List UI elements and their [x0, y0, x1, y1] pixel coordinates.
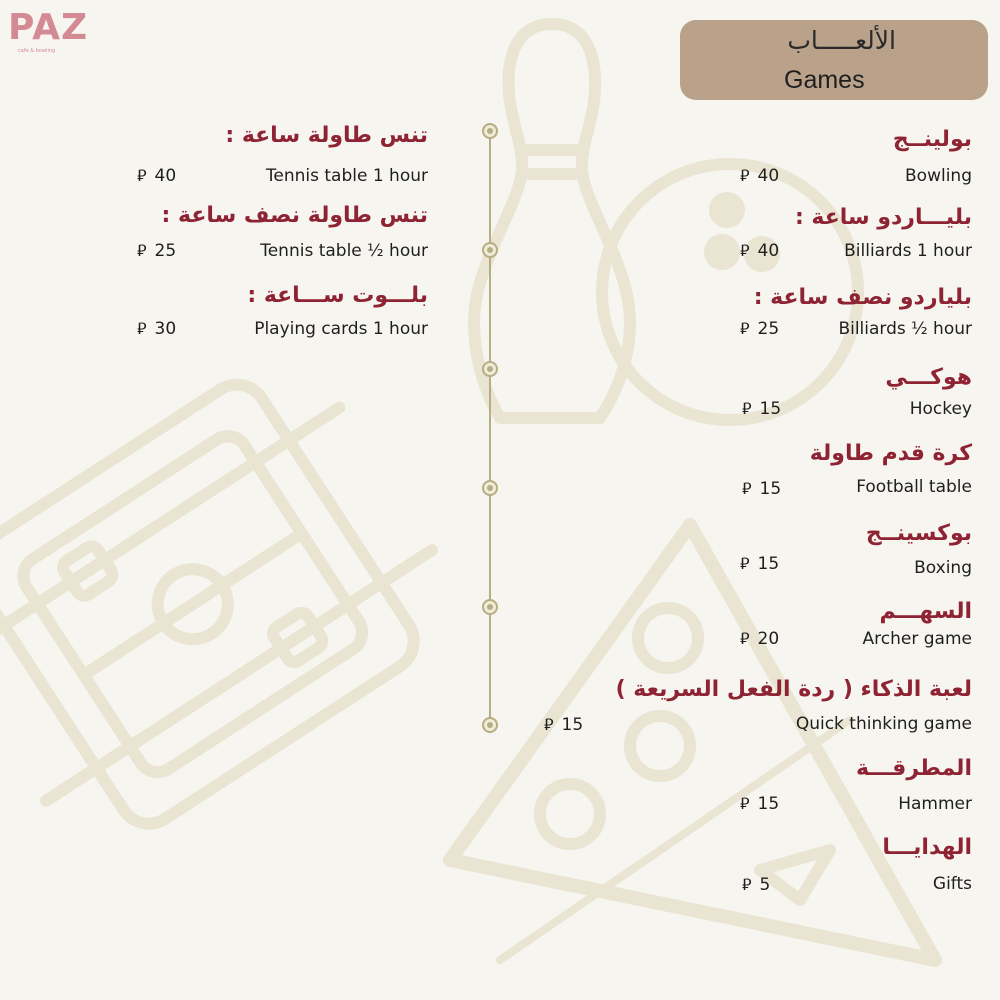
- item-price: ⃁ 25: [137, 241, 177, 261]
- riyal-currency-icon: ⃁: [544, 715, 554, 734]
- item-name-english: Playing cards 1 hour: [254, 319, 428, 339]
- timeline-dot: [482, 480, 498, 496]
- item-name-arabic: تنس طاولة ساعة :: [225, 123, 428, 148]
- item-price: ⃁ 30: [137, 319, 177, 339]
- timeline-dot: [482, 123, 498, 139]
- item-name-english: Football table: [856, 477, 972, 497]
- item-name-english: Hockey: [909, 399, 972, 419]
- item-price: ⃁ 5: [742, 875, 771, 895]
- item-name-arabic: بلياردو نصف ساعة :: [753, 285, 972, 310]
- timeline-dot: [482, 717, 498, 733]
- item-price: ⃁ 15: [740, 794, 780, 814]
- item-name-arabic: بلـــوت ســـاعة :: [247, 283, 428, 308]
- item-name-arabic: كرة قدم طاولة: [809, 441, 972, 466]
- item-name-arabic: بليـــاردو ساعة :: [794, 205, 972, 230]
- item-name-arabic: بولينــج: [892, 127, 972, 152]
- item-price: ⃁ 15: [544, 715, 584, 735]
- timeline-dot: [482, 242, 498, 258]
- item-name-english: Tennis table ½ hour: [260, 241, 428, 261]
- logo-text: PAZ: [8, 7, 89, 48]
- riyal-currency-icon: ⃁: [742, 399, 752, 418]
- item-name-arabic: المطرقـــة: [856, 756, 972, 781]
- section-header: [680, 20, 988, 100]
- item-name-english: Billiards ½ hour: [838, 319, 972, 339]
- item-price: ⃁ 15: [740, 554, 780, 574]
- section-title-english: Games: [784, 66, 865, 94]
- item-name-english: Tennis table 1 hour: [265, 166, 428, 186]
- riyal-currency-icon: ⃁: [137, 166, 147, 185]
- brand-logo: [8, 7, 89, 54]
- item-price: ⃁ 40: [740, 241, 780, 261]
- timeline-line: [489, 130, 491, 724]
- timeline-dot: [482, 361, 498, 377]
- item-price: ⃁ 20: [740, 629, 780, 649]
- item-name-english: Hammer: [898, 794, 972, 814]
- item-name-arabic: تنس طاولة نصف ساعة :: [161, 203, 428, 228]
- riyal-currency-icon: ⃁: [740, 319, 750, 338]
- logo-tagline: cafe & bowling: [18, 48, 56, 54]
- item-name-english: Quick thinking game: [795, 714, 972, 734]
- item-name-english: Bowling: [905, 166, 972, 186]
- riyal-currency-icon: ⃁: [137, 241, 147, 260]
- item-name-english: Billiards 1 hour: [844, 241, 972, 261]
- riyal-currency-icon: ⃁: [742, 875, 752, 894]
- riyal-currency-icon: ⃁: [742, 479, 752, 498]
- item-name-english: Boxing: [914, 558, 972, 578]
- item-name-english: Gifts: [932, 874, 972, 894]
- item-price: ⃁ 25: [740, 319, 780, 339]
- item-name-arabic: الهدايـــا: [882, 835, 972, 860]
- foosball-table-icon: [0, 341, 475, 868]
- timeline-dot: [482, 599, 498, 615]
- item-price: ⃁ 15: [742, 479, 782, 499]
- item-price: ⃁ 40: [740, 166, 780, 186]
- riyal-currency-icon: ⃁: [740, 629, 750, 648]
- riyal-currency-icon: ⃁: [740, 241, 750, 260]
- riyal-currency-icon: ⃁: [740, 554, 750, 573]
- riyal-currency-icon: ⃁: [740, 794, 750, 813]
- riyal-currency-icon: ⃁: [740, 166, 750, 185]
- item-name-arabic: هوكـــي: [885, 365, 972, 390]
- item-price: ⃁ 40: [137, 166, 177, 186]
- item-name-arabic: لعبة الذكاء ( ردة الفعل السريعة ): [615, 677, 972, 702]
- item-price: ⃁ 15: [742, 399, 782, 419]
- bowling-pin-icon: [474, 24, 630, 418]
- item-name-english: Archer game: [862, 629, 972, 649]
- riyal-currency-icon: ⃁: [137, 319, 147, 338]
- item-name-arabic: السهـــم: [879, 599, 972, 624]
- item-name-arabic: بوكسينــج: [865, 521, 972, 546]
- section-title-arabic: الألعـــــاب: [787, 26, 896, 55]
